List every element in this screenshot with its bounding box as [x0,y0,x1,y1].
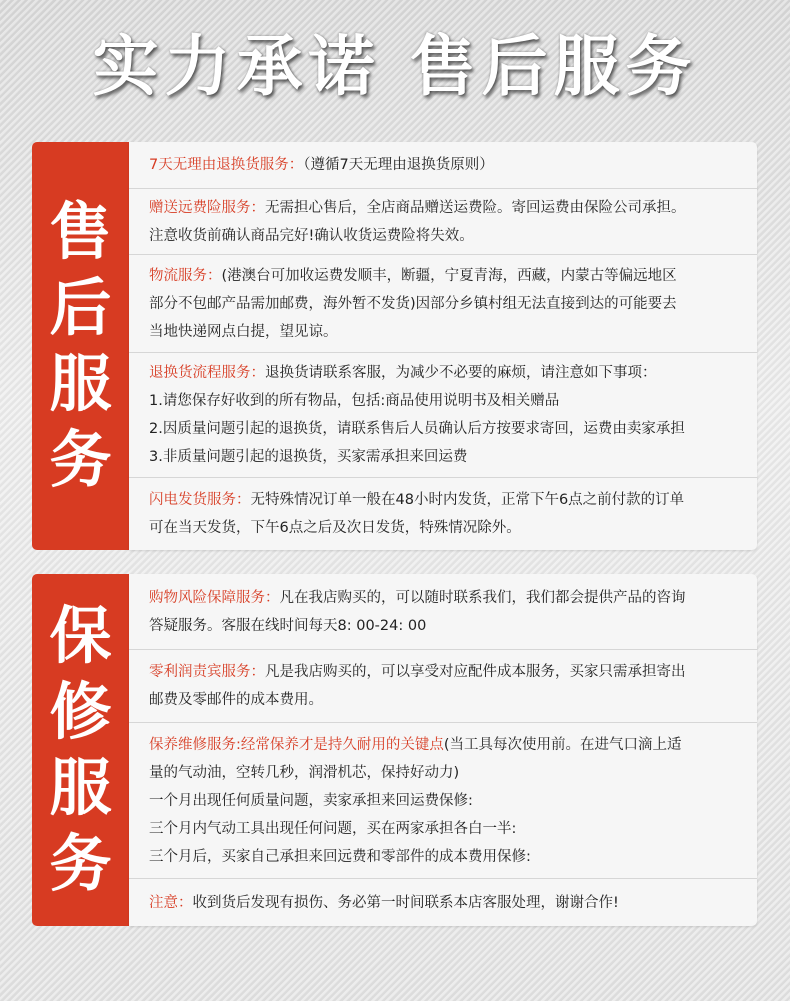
side-char: 服 [49,751,112,824]
row-text: 凡在我店购买的，可以随时联系我们，我们都会提供产品的咨询 [279,589,686,606]
row-text: 答疑服务。客服在线时间每天8: 00-24: 00 [149,617,427,634]
zero-profit-row [129,650,757,723]
row-text: 邮费及零邮件的成本费用。 [149,692,323,708]
page-headline: 实力承诺 售后服务 [92,28,698,105]
side-char: 后 [49,271,112,344]
row-text: 三个月后，买家自己承担来回远费和零部件的成本费用保修: [149,848,531,865]
side-char: 务 [49,827,112,900]
risk-guarantee-row [129,574,757,650]
row-text: 退换货请联系客服，为减少不必要的麻烦，请注意如下事项： [265,365,657,381]
row-label: 零利润责宾服务： [149,664,265,680]
row-text: 一个月出现任何质量问题，卖家承担来回运费保修: [149,792,473,809]
logistics-row [129,255,757,353]
side-char: 修 [49,675,112,748]
row-text: 凡是我店购买的，可以享受对应配件成本服务，买家只需承担寄出 [265,664,686,680]
row-text: （遵循7天无理由退换货原则） [303,157,494,173]
side-char: 务 [49,423,112,496]
row-text: 无需担心售后，全店商品赠送运费险。寄回运费由保险公司承担。 [265,199,686,216]
after-sales-section [32,142,757,550]
notice-row [129,879,757,926]
after-sales-side-label [32,142,129,550]
row-label: 购物风险保障服务： [149,589,280,606]
row-label: 闪电发货服务： [149,492,251,508]
row-text: 量的气动油，空转几秒，润滑机芯，保持好动力) [149,764,460,781]
warranty-section [32,574,757,926]
side-char: 保 [49,599,112,672]
row-text: 当地快递网点白提，望见谅。 [149,323,338,340]
row-label: 赠送远费险服务： [149,199,265,216]
maintenance-row [129,723,757,879]
row-label: 7天无理由退换货服务： [149,157,304,173]
row-text: 可在当天发货，下午6点之后及次日发货，特殊情况除外。 [149,520,521,536]
row-text: 1.请您保存好收到的所有物品，包括:商品使用说明书及相关赠品 [149,393,560,409]
row-text: (当工具每次使用前。在进气口滴上适 [443,736,682,753]
row-text: 2.因质量问题引起的退换货，请联系售后人员确认后方按要求寄回，运费由卖家承担 [149,421,685,437]
side-char: 售 [49,195,112,268]
row-text: 三个月内气动工具出现任何问题，买在两家承担各白一半: [149,820,517,837]
side-char: 服 [49,347,112,420]
warranty-panel [129,574,757,926]
fast-shipping-row [129,478,757,550]
row-label: 物流服务： [149,267,222,284]
after-sales-panel [129,142,757,550]
return-process-row [129,353,757,478]
row-text: 收到货后发现有损伤、务必第一时间联系本店客服处理，谢谢合作! [192,894,619,911]
row-text: 部分不包邮产品需加邮费，海外暂不发货)因部分乡镇村组无法直接到达的可能要去 [149,295,677,312]
shipping-insurance-row [129,189,757,255]
row-text: 注意收货前确认商品完好!确认收货运费险将失效。 [149,227,474,244]
row-label: 注意： [149,894,193,911]
row-text: (港澳台可加收运费发顺丰，断疆，宁夏青海，西藏，内蒙古等偏远地区 [221,267,677,284]
row-label: 保养维修服务:经常保养才是持久耐用的关键点 [149,736,444,753]
row-text: 无特殊情况订单一般在48小时内发货，正常下午6点之前付款的订单 [250,492,685,508]
warranty-side-label [32,574,129,926]
return-7day-row [129,142,757,189]
row-label: 退换货流程服务： [149,365,265,381]
row-text: 3.非质量问题引起的退换货，买家需承担来回运费 [149,449,468,465]
